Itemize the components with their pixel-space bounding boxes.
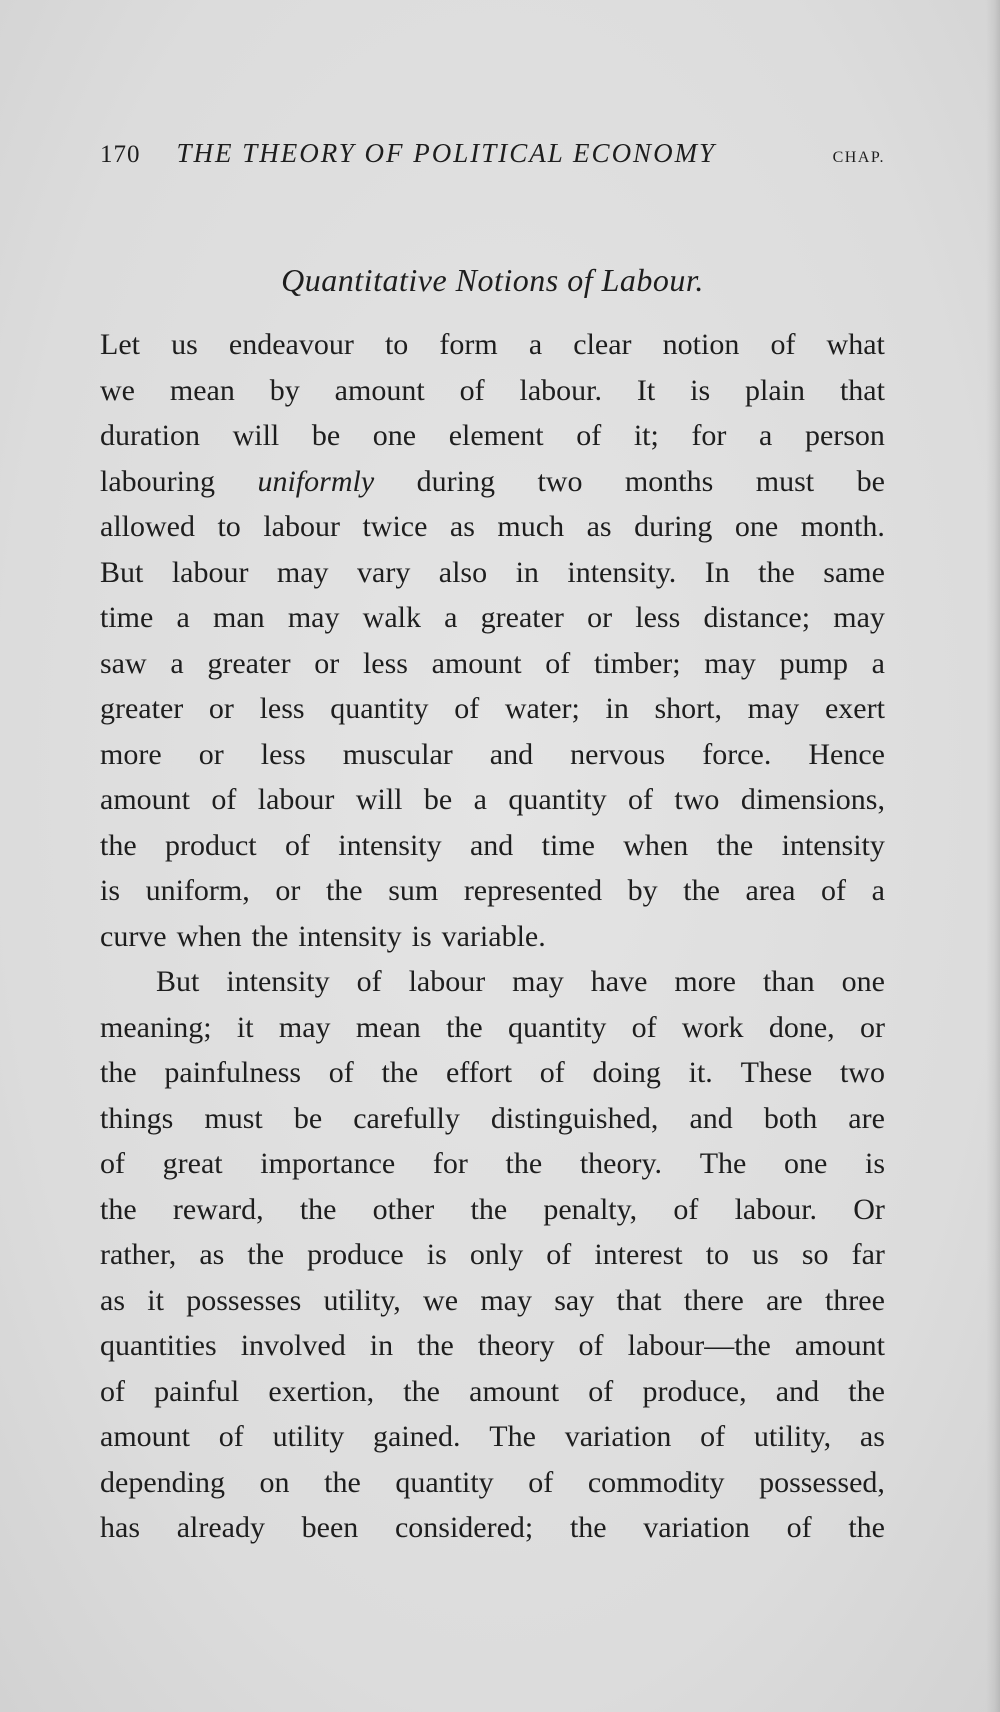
text-line: has already been considered; the variation of the: [100, 1511, 885, 1544]
text-line: duration will be one element of it; for a person: [100, 419, 885, 452]
body-text: [100, 322, 885, 1551]
text-line: amount of utility gained. The variation of utility, as: [100, 1420, 885, 1453]
chapter-abbrev: CHAP.: [832, 149, 885, 166]
text-line: time a man may walk a greater or less distance; may: [100, 601, 885, 634]
text-line: saw a greater or less amount of timber; may pump a: [100, 646, 885, 680]
text-line: of painful exertion, the amount of produce, and the: [100, 1374, 885, 1408]
text-line: But intensity of labour may have more than one: [156, 965, 885, 998]
text-line: Let us endeavour to form a clear notion of what: [100, 328, 885, 361]
text-line: quantities involved in the theory of labour—the amount: [100, 1329, 885, 1362]
text-line: the painfulness of the effort of doing it. These two: [100, 1056, 885, 1089]
text-line: the product of intensity and time when the intensity: [100, 828, 885, 862]
paragraph: [100, 322, 885, 959]
text-line: rather, as the produce is only of interest to us so far: [100, 1238, 885, 1271]
text-line: depending on the quantity of commodity possessed,: [100, 1465, 885, 1499]
section-title: Quantitative Notions of Labour.: [281, 262, 704, 298]
text-line: the reward, the other the penalty, of labour. Or: [100, 1192, 885, 1226]
text-line: things must be carefully distinguished, and both are: [100, 1101, 885, 1135]
text-line: we mean by amount of labour. It is plain that: [100, 373, 885, 407]
text-line: meaning; it may mean the quantity of work done, or: [100, 1010, 885, 1044]
text-line: as it possesses utility, we may say that there are three: [100, 1283, 885, 1317]
text-line: amount of labour will be a quantity of two dimensions,: [100, 783, 885, 816]
text-line: labouring uniformly during two months must be: [100, 464, 885, 498]
text-line: But labour may vary also in intensity. In the same: [100, 555, 885, 589]
paragraph: [100, 959, 885, 1551]
page-number: 170: [100, 141, 141, 168]
text-line: greater or less quantity of water; in short, may exert: [100, 692, 885, 725]
text-line: allowed to labour twice as much as during one month.: [100, 510, 885, 543]
text-line: curve when the intensity is variable.: [100, 919, 546, 953]
text-line: is uniform, or the sum represented by the area of a: [100, 874, 885, 907]
running-header: [100, 138, 885, 178]
text-line: more or less muscular and nervous force. Hence: [100, 737, 885, 771]
running-title: THE THEORY OF POLITICAL ECONOMY: [176, 138, 717, 168]
page-gutter-shadow: [986, 0, 1000, 1712]
text-line: of great importance for the theory. The one is: [100, 1147, 885, 1180]
